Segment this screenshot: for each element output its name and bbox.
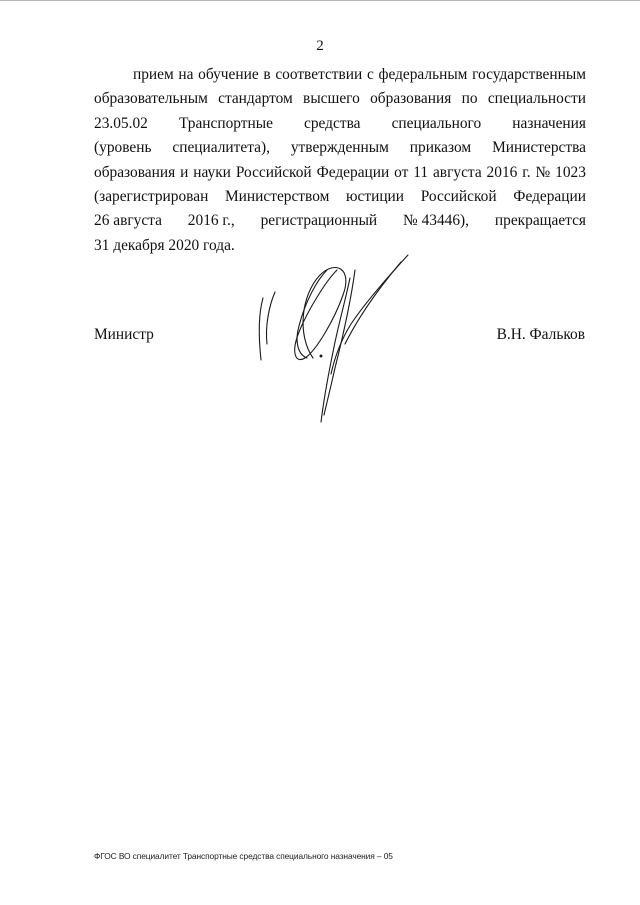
body-word: Российской: [235, 163, 312, 181]
body-word: по: [461, 90, 478, 108]
page-number: 2: [316, 38, 324, 54]
body-word: утвержденным: [290, 139, 389, 157]
body-word: на: [178, 66, 194, 83]
body-line: [94, 63, 586, 87]
document-footer: ФГОС ВО специалитет Транспортные средства специального назначения – 05: [94, 851, 393, 861]
body-word: прием: [133, 66, 174, 83]
body-word: федеральным: [378, 66, 468, 83]
body-word: Министерства: [492, 139, 586, 157]
body-word: Транспортные: [178, 114, 273, 132]
body-line: [94, 161, 586, 185]
body-word: Министерством: [225, 187, 330, 205]
body-word: юстиции: [346, 187, 405, 205]
body-word: образовательным: [94, 90, 208, 108]
body-word: прекращается: [494, 212, 586, 230]
body-word: назначения: [512, 114, 586, 132]
body-word: г.: [522, 163, 531, 181]
body-line: [94, 87, 586, 111]
body-line: [94, 136, 586, 160]
body-word: образования: [94, 163, 176, 181]
body-word: №: [535, 163, 551, 181]
signer-name: В.Н. Фальков: [496, 326, 585, 343]
body-word: № 43446),: [403, 212, 470, 230]
body-line: [94, 185, 586, 209]
body-line: [94, 209, 586, 233]
body-word: стандартом: [218, 90, 293, 108]
body-word: средства: [304, 114, 361, 132]
body-word: от: [394, 163, 409, 181]
body-word: с: [366, 66, 374, 83]
body-paragraph: [94, 63, 586, 258]
handwritten-signature: [255, 240, 415, 430]
body-word: (уровень: [94, 139, 152, 157]
body-word: образования: [370, 90, 452, 108]
body-word: Федерации: [513, 187, 586, 205]
body-word: обучение: [198, 66, 259, 83]
body-word: 2016 г.,: [187, 212, 235, 230]
body-word: 11: [413, 163, 429, 181]
body-word: приказом: [409, 139, 472, 157]
body-word: высшего: [303, 90, 360, 108]
body-word: специального: [391, 114, 482, 132]
body-word: Российской: [420, 187, 497, 205]
body-line: [94, 112, 586, 136]
body-word: и: [180, 163, 189, 181]
body-word: регистрационный: [260, 212, 378, 230]
page-top-border: [0, 0, 640, 1]
body-word: государственным: [472, 66, 586, 83]
body-word: специалитета),: [172, 139, 270, 157]
body-word: специальности: [487, 90, 586, 108]
body-word: (зарегистрирован: [94, 187, 209, 205]
body-word: 2016: [486, 163, 518, 181]
body-word: науки: [193, 163, 231, 181]
body-word: 23.05.02: [94, 114, 148, 132]
body-word: соответствии: [275, 66, 363, 83]
body-word: 1023: [555, 163, 586, 181]
body-word: 26 августа: [94, 212, 162, 230]
signer-title: Министр: [94, 326, 154, 343]
body-word: в: [263, 66, 271, 83]
body-word: 31 декабря 2020 года.: [94, 236, 235, 254]
body-word: Федерации: [316, 163, 390, 181]
body-word: августа: [432, 163, 482, 181]
